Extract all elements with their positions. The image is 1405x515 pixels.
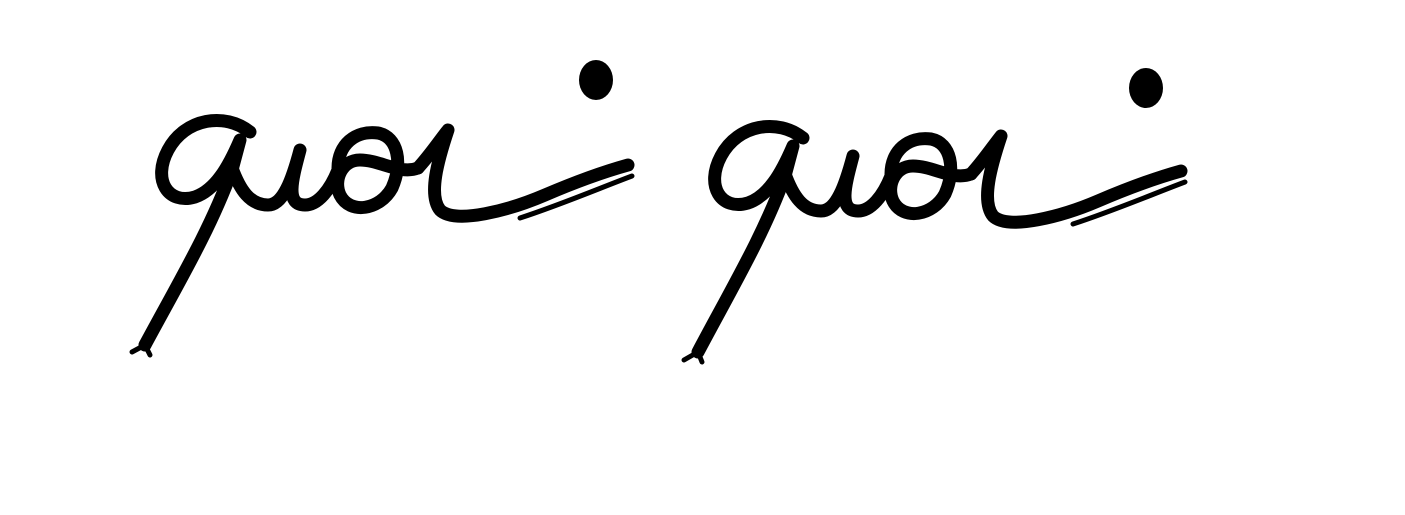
handwritten-word-2 — [684, 68, 1185, 362]
i-dot — [1129, 68, 1163, 108]
i-dot — [579, 60, 613, 100]
handwritten-word-1 — [132, 60, 632, 355]
